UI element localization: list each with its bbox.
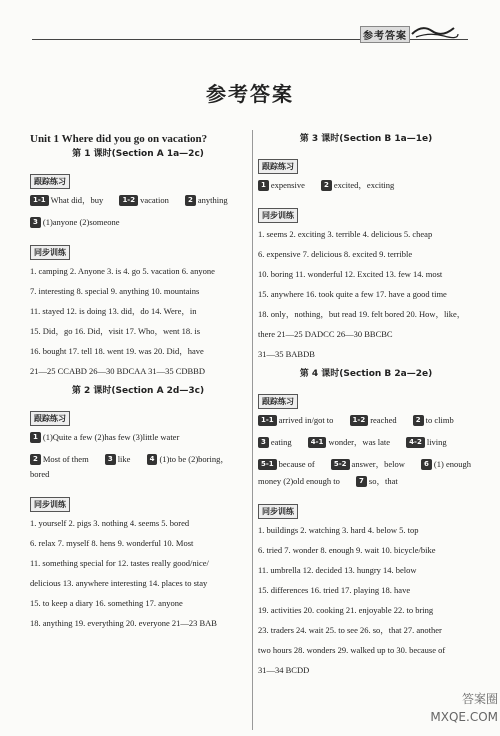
- answer-text: reached: [370, 415, 397, 425]
- answer-row: [30, 454, 246, 465]
- question-badge: 1-2: [350, 415, 369, 426]
- question-badge: 1-2: [119, 195, 138, 206]
- answer-line: there 21—25 DADCC 26—30 BBCBC: [258, 329, 393, 339]
- question-badge: 1-1: [30, 195, 49, 206]
- answer-line: 10. boring 11. wonderful 12. Excited 13. few 14. most: [258, 269, 443, 279]
- answer-line: 1. seems 2. exciting 3. terrible 4. delicious 5. cheap: [258, 229, 433, 239]
- question-badge: 1: [258, 180, 269, 191]
- answer-row: [258, 476, 474, 487]
- answer-text: answer，below: [351, 459, 405, 469]
- section-title-1: 第 1 课时(Section A 1a—2c): [72, 149, 204, 159]
- question-badge: 3: [258, 437, 269, 448]
- training-label: 同步训练: [258, 208, 298, 223]
- question-badge: 2: [413, 415, 424, 426]
- answer-line: 18. anything 19. everything 20. everyone 21—23 BAB: [30, 618, 217, 628]
- answer-line: 15. differences 16. tried 17. playing 18. have: [258, 585, 411, 595]
- question-badge: 2: [30, 454, 41, 465]
- answer-text: living: [426, 437, 447, 447]
- answer-row: [258, 459, 474, 470]
- left-column: [30, 130, 246, 638]
- answer-text: to climb: [425, 415, 454, 425]
- answer-line: 16. bought 17. tell 18. went 19. was 20. Did，have: [30, 346, 204, 356]
- answer-text: eating: [270, 437, 292, 447]
- answer-text: money (2)old enough to: [258, 476, 340, 486]
- answer-line: 6. tried 7. wonder 8. enough 9. wait 10. bicycle/bike: [258, 545, 436, 555]
- answer-row: [258, 415, 474, 426]
- answer-text: expensive: [270, 180, 305, 190]
- column-divider: [252, 130, 253, 730]
- answer-line: two hours 28. wonders 29. walked up to 30. because of: [258, 645, 446, 655]
- answer-line: 6. expensive 7. delicious 8. excited 9. terrible: [258, 249, 413, 259]
- answer-text: Most of them: [42, 454, 89, 464]
- right-column: [258, 130, 474, 685]
- question-badge: 1: [30, 432, 41, 443]
- question-badge: 4: [147, 454, 158, 465]
- answer-line: 11. umbrella 12. decided 13. hungry 14. below: [258, 565, 417, 575]
- answer-text: like: [117, 454, 131, 464]
- question-badge: 4-2: [406, 437, 425, 448]
- training-label: 同步训练: [258, 504, 298, 519]
- answer-text: (1)Quite a few (2)has few (3)little water: [42, 432, 180, 442]
- answer-line: 1. camping 2. Anyone 3. is 4. go 5. vacation 6. anyone: [30, 266, 215, 276]
- question-badge: 1-1: [258, 415, 277, 426]
- unit-title: Unit 1 Where did you go on vacation?: [30, 133, 208, 145]
- answer-text: vacation: [140, 195, 169, 205]
- question-badge: 3: [105, 454, 116, 465]
- section-title-4: 第 4 课时(Section B 2a—2e): [299, 369, 433, 379]
- practice-label: 跟踪练习: [30, 411, 70, 426]
- answer-text: arrived in/got to: [278, 415, 334, 425]
- answer-row: [258, 437, 474, 448]
- question-badge: 5-1: [258, 459, 277, 470]
- answer-text: (1)to be (2)boring，: [159, 454, 229, 464]
- answer-line: 11. stayed 12. is doing 13. did，do 14. Were，in: [30, 306, 197, 316]
- question-badge: 5-2: [331, 459, 350, 470]
- training-label: 同步训练: [30, 497, 70, 512]
- answer-line: 15. Did，go 16. Did，visit 17. Who，went 18. is: [30, 326, 201, 336]
- answer-text: wonder，was late: [328, 437, 391, 447]
- question-badge: 4-1: [308, 437, 327, 448]
- header-tag: 参考答案: [360, 26, 410, 43]
- answer-row: [258, 180, 474, 191]
- practice-label: 跟踪练习: [30, 174, 70, 189]
- answer-text: (1) enough: [433, 459, 471, 469]
- answer-line: delicious 13. anywhere interesting 14. places to stay: [30, 578, 208, 588]
- answer-line: 21—25 CCABD 26—30 BDCAA 31—35 CDBBD: [30, 366, 205, 376]
- question-badge: 6: [421, 459, 432, 470]
- answer-line: 15. to keep a diary 16. something 17. anyone: [30, 598, 183, 608]
- answer-line: 31—34 BCDD: [258, 665, 310, 675]
- question-badge: 2: [185, 195, 196, 206]
- answer-line: 7. interesting 8. special 9. anything 10. mountains: [30, 286, 200, 296]
- answer-text: so，that: [368, 476, 398, 486]
- section-title-3: 第 3 课时(Section B 1a—1e): [299, 134, 433, 144]
- question-badge: 7: [356, 476, 367, 487]
- question-badge: 3: [30, 217, 41, 228]
- answer-text: (1)anyone (2)someone: [42, 217, 120, 227]
- section-title-2: 第 2 课时(Section A 2d—3c): [71, 386, 205, 396]
- practice-label: 跟踪练习: [258, 159, 298, 174]
- answer-text: What did，buy: [50, 195, 104, 205]
- answer-line: 1. yourself 2. pigs 3. nothing 4. seems 5. bored: [30, 518, 190, 528]
- answer-line: 15. anywhere 16. took quite a few 17. have a good time: [258, 289, 447, 299]
- answer-row: [30, 217, 246, 228]
- brand-logo-icon: [410, 22, 460, 40]
- answer-text: because of: [278, 459, 315, 469]
- answer-line: 18. only，nothing，but read 19. felt bored 20. How，like，: [258, 309, 466, 319]
- answer-line: 23. traders 24. wait 25. to see 26. so，that 27. another: [258, 625, 442, 635]
- answer-line: 1. buildings 2. watching 3. hard 4. below 5. top: [258, 525, 419, 535]
- question-badge: 2: [321, 180, 332, 191]
- answer-row: [30, 432, 246, 443]
- training-label: 同步训练: [30, 245, 70, 260]
- answer-text: anything: [197, 195, 228, 205]
- page-title: 参考答案: [206, 82, 294, 106]
- answer-line: 6. relax 7. myself 8. hens 9. wonderful 10. Most: [30, 538, 194, 548]
- answer-row: [30, 195, 246, 206]
- watermark: 答案圈 MXQE.COM: [430, 692, 498, 724]
- answer-text: bored: [30, 469, 50, 479]
- answer-line: 31—35 BABDB: [258, 349, 315, 359]
- answer-line: 19. activities 20. cooking 21. enjoyable 22. to bring: [258, 605, 434, 615]
- answer-text: excited，exciting: [333, 180, 395, 190]
- practice-label: 跟踪练习: [258, 394, 298, 409]
- answer-line: 11. something special for 12. tastes really good/nice/: [30, 558, 209, 568]
